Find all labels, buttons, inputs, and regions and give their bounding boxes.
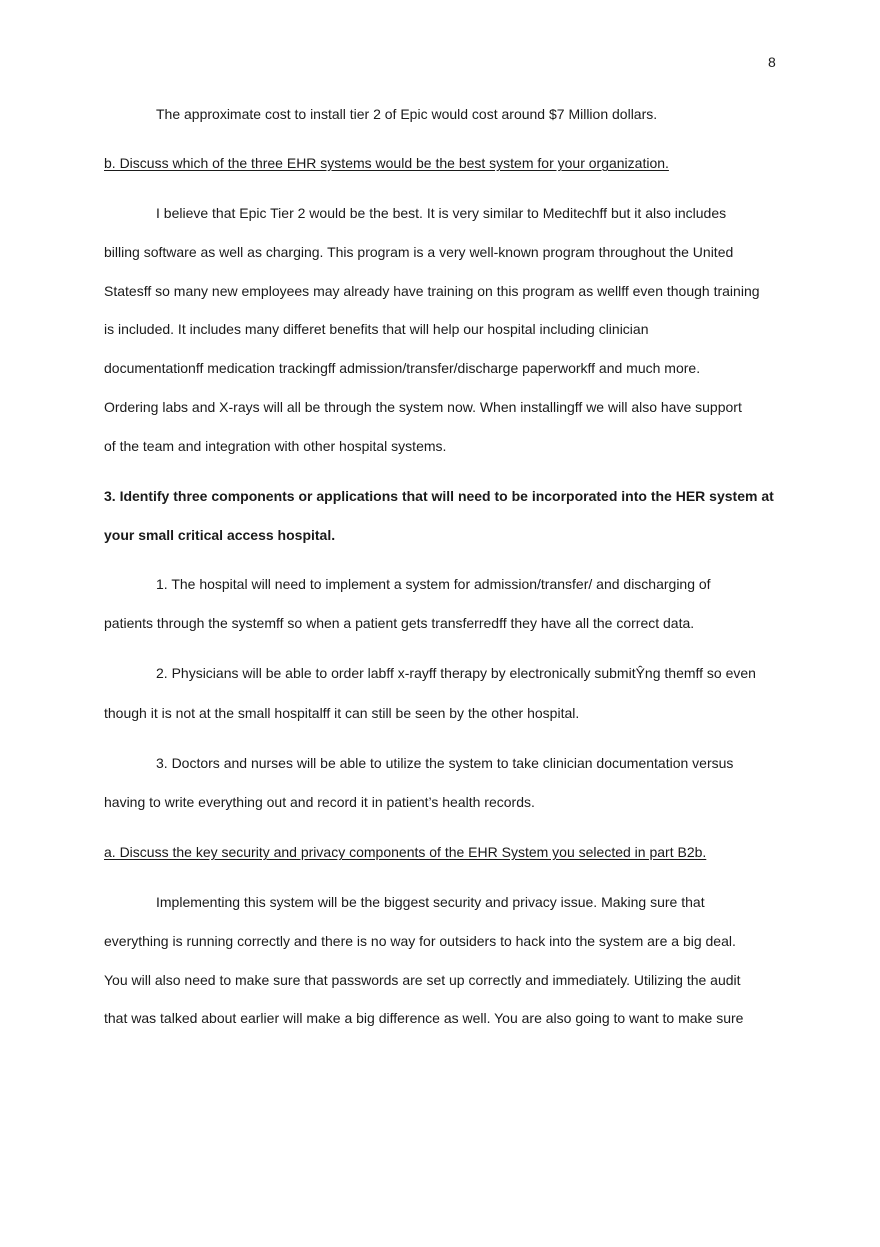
page-number: 8 (768, 54, 776, 70)
list-item-2-line: though it is not at the small hospitalff it can still be seen by the other hospital. (104, 705, 580, 721)
list-item-1-line: patients through the systemff so when a patient gets transferredff they have all the correct data. (104, 615, 695, 631)
paragraph-epic-line: billing software as well as charging. This program is a very well-known program throughout the United (104, 244, 734, 260)
paragraph-security-line: Implementing this system will be the biggest security and privacy issue. Making sure that (156, 894, 705, 910)
list-item-2-line: 2. Physicians will be able to order labff x-rayff therapy by electronically submitŶng themff so even (156, 665, 756, 681)
paragraph-epic-line: of the team and integration with other hospital systems. (104, 438, 447, 454)
section-heading-3: 3. Identify three components or applications that will need to be incorporated into the HER system at (104, 488, 774, 504)
section-heading-b: b. Discuss which of the three EHR systems would be the best system for your organization. (104, 155, 669, 171)
paragraph-epic-line: Statesff so many new employees may already have training on this program as wellff even though training (104, 283, 760, 299)
list-item-1-line: 1. The hospital will need to implement a system for admission/transfer/ and discharging of (156, 576, 711, 592)
paragraph-epic-line: is included. It includes many differet benefits that will help our hospital including clinician (104, 321, 649, 337)
paragraph-epic-line: I believe that Epic Tier 2 would be the best. It is very similar to Meditechff but it also includes (156, 205, 727, 221)
section-heading-3: your small critical access hospital. (104, 527, 336, 543)
paragraph-epic-line: documentationff medication trackingff admission/transfer/discharge paperworkff and much more. (104, 360, 701, 376)
paragraph-epic-line: Ordering labs and X-rays will all be through the system now. When installingff we will also have support (104, 399, 742, 415)
paragraph-security-line: that was talked about earlier will make a big difference as well. You are also going to want to make sure (104, 1010, 744, 1026)
section-heading-a: a. Discuss the key security and privacy components of the EHR System you selected in part B2b. (104, 844, 707, 860)
paragraph-security-line: everything is running correctly and there is no way for outsiders to hack into the system are a big deal. (104, 933, 736, 949)
paragraph-cost-line: The approximate cost to install tier 2 of Epic would cost around $7 Million dollars. (156, 106, 658, 122)
list-item-3-line: having to write everything out and record it in patient’s health records. (104, 794, 535, 810)
list-item-3-line: 3. Doctors and nurses will be able to utilize the system to take clinician documentation versus (156, 755, 734, 771)
paragraph-security-line: You will also need to make sure that passwords are set up correctly and immediately. Utilizing the audit (104, 972, 741, 988)
